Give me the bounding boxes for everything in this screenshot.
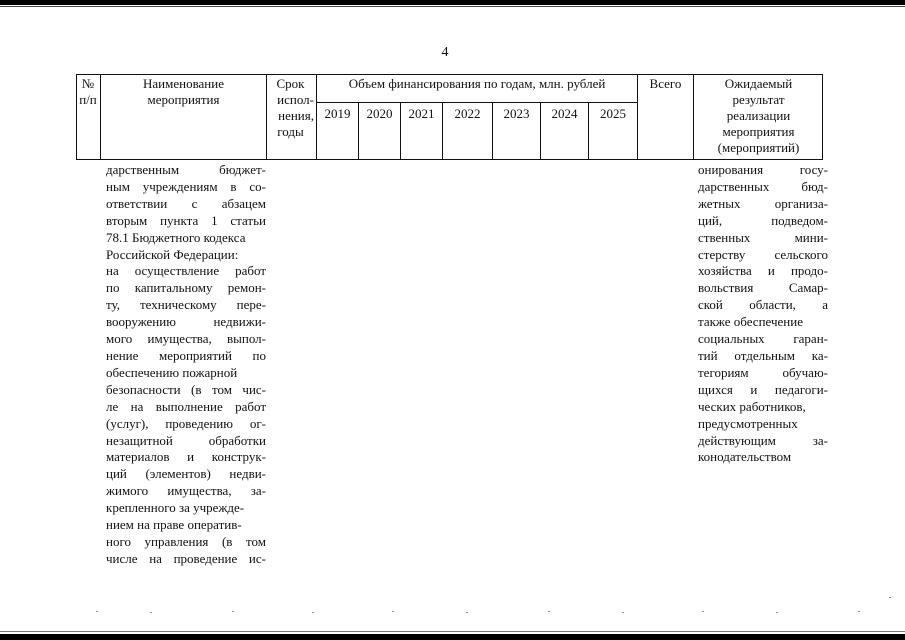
text-line: социальных гаран-	[698, 331, 828, 347]
bottom-border	[0, 634, 905, 640]
scan-speck	[622, 612, 624, 613]
header-result-line: (мероприятий)	[717, 140, 800, 155]
text-line: тий отдельным ка-	[698, 347, 828, 363]
scan-speck	[548, 611, 550, 612]
scan-speck	[96, 611, 98, 612]
header-term-line: Срок	[276, 76, 305, 91]
text-line: материалов и конструк-	[106, 449, 266, 465]
text-line: ческих работников,	[698, 398, 806, 414]
header-funding: Объем финансирования по годам, млн. рублей	[348, 76, 606, 91]
header-term-line: испол-	[277, 92, 314, 107]
text-line: (услуг), проведению ог-	[106, 415, 266, 431]
header-name	[101, 76, 266, 108]
text-line: вооружению недвижи-	[106, 314, 266, 330]
top-border	[0, 0, 905, 5]
text-line: 78.1 Бюджетного кодекса	[106, 229, 246, 245]
text-line: мого имущества, выпол-	[106, 331, 266, 347]
scan-speck	[858, 611, 860, 612]
scan-speck	[150, 612, 152, 613]
year-2022: 2022	[454, 106, 481, 121]
activity-name-text	[106, 162, 266, 568]
header-total: Всего	[649, 76, 682, 91]
text-line: числе на проведение ис-	[106, 550, 266, 566]
text-line: на осуществление работ	[106, 263, 266, 279]
scan-speck	[312, 612, 314, 613]
header-result-line: мероприятия	[722, 124, 795, 139]
text-line: тегориям обучаю-	[698, 364, 828, 380]
header-num-line: №	[81, 76, 95, 91]
text-line: безопасности (в том чис-	[106, 381, 266, 397]
text-line: по капитальному ремон-	[106, 280, 266, 296]
text-line: ской области, а	[698, 297, 828, 313]
text-line: дарственным бюджет-	[106, 162, 266, 177]
year-2020: 2020	[366, 106, 393, 121]
text-line: жимого имущества, за-	[106, 483, 266, 499]
header-num	[76, 76, 100, 108]
year-2021: 2021	[408, 106, 435, 121]
text-line: вольствия Самар-	[698, 280, 828, 296]
scan-speck	[776, 612, 778, 613]
text-line: нием на праве оператив-	[106, 517, 242, 533]
header-result-line: Ожидаемый	[724, 76, 793, 91]
text-line: ций (элементов) недви-	[106, 466, 266, 482]
top-border-line	[0, 6, 905, 7]
text-line: хозяйства и продо-	[698, 263, 828, 279]
header-term	[267, 76, 316, 140]
scan-speck	[392, 611, 394, 612]
scan-speck	[466, 612, 468, 613]
text-line: действующим за-	[698, 432, 828, 448]
text-line: стерству сельского	[698, 246, 828, 262]
scan-speck	[232, 611, 234, 612]
text-line: вторым пункта 1 статьи	[106, 212, 266, 228]
header-result	[694, 76, 823, 156]
text-line: дарственных бюд-	[698, 178, 828, 194]
year-2025: 2025	[600, 106, 626, 121]
text-line: ным учреждениям в со-	[106, 178, 266, 194]
text-line: онирования госу-	[698, 162, 828, 177]
header-result-line: реализации	[726, 108, 791, 123]
text-line: нение мероприятий по	[106, 347, 266, 363]
scan-speck	[889, 597, 891, 598]
text-line: ту, техническому пере-	[106, 297, 266, 313]
text-line: ле на выполнение работ	[106, 398, 266, 414]
header-result-line: результат	[732, 92, 785, 107]
year-2024: 2024	[551, 106, 578, 121]
year-2019: 2019	[324, 106, 351, 121]
page-number: 4	[441, 45, 449, 60]
bottom-border-line	[0, 631, 905, 632]
header-name-line: Наименование	[143, 76, 224, 91]
text-line: предусмотренных	[698, 415, 798, 431]
text-line: ций, подведом-	[698, 212, 828, 228]
year-2023: 2023	[503, 106, 530, 121]
header-num-line: п/п	[79, 92, 97, 107]
text-line: ственных мини-	[698, 229, 828, 245]
scan-speck	[702, 611, 704, 612]
header-term-line: нения,	[278, 108, 314, 123]
text-line: также обеспечение	[698, 314, 803, 330]
text-line: обеспечению пожарной	[106, 364, 238, 380]
text-line: незащитной обработки	[106, 432, 266, 448]
text-line: ного управления (в том	[106, 533, 266, 549]
text-line: щихся и педагоги-	[698, 381, 828, 397]
text-line: ответствии с абзацем	[106, 195, 266, 211]
text-line: Российской Федерации:	[106, 246, 239, 262]
expected-result-text	[698, 162, 828, 466]
text-line: конодательством	[698, 449, 792, 465]
header-term-line: годы	[277, 124, 304, 139]
header-name-line: мероприятия	[147, 92, 220, 107]
text-line: жетных организа-	[698, 195, 828, 211]
text-line: крепленного за учрежде-	[106, 500, 245, 516]
